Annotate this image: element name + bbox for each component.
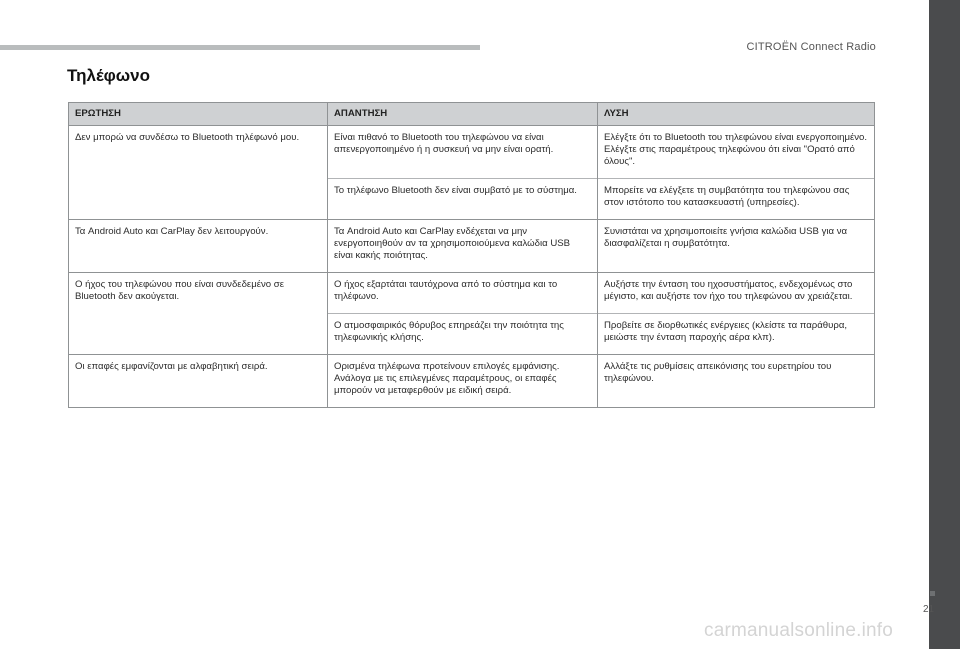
solution-cell: Συνιστάται να χρησιμοποιείτε γνήσια καλώδια USB για να διασφαλίζεται η συμβατότητα. [598, 220, 875, 273]
table-row [69, 220, 875, 273]
cause-cell: Ορισμένα τηλέφωνα προτείνουν επιλογές εμφάνισης. Ανάλογα με τις επιλεγμένες παραμέτρους, οι επαφές μπορούν να μεταφερθούν με ειδική σειρά. [328, 355, 598, 408]
solution-cell: Προβείτε σε διορθωτικές ενέργειες (κλείστε τα παράθυρα, μειώστε την ένταση παροχής αέρα κλπ). [598, 314, 875, 355]
cause-cell: Ο ήχος εξαρτάται ταυτόχρονα από το σύστημα και το τηλέφωνο. [328, 273, 598, 314]
watermark: carmanualsonline.info [704, 620, 894, 641]
cause-cell: Είναι πιθανό το Bluetooth του τηλεφώνου να είναι απενεργοποιημένο ή η συσκευή να μην είναι ορατή. [328, 126, 598, 179]
question-cell: Τα Android Auto και CarPlay δεν λειτουργούν. [69, 220, 328, 273]
faq-table [68, 102, 875, 408]
table-row [69, 126, 875, 179]
page-number: 21 [923, 604, 935, 615]
top-rule [0, 45, 480, 50]
column-header-solution: ΛΥΣΗ [598, 103, 875, 126]
column-header-answer: ΑΠΑΝΤΗΣΗ [328, 103, 598, 126]
table-row [69, 355, 875, 408]
solution-cell: Ελέγξτε ότι το Bluetooth του τηλεφώνου είναι ενεργοποιημένο. Ελέγξτε στις παραμέτρους τηλεφώνου ότι είναι "Ορατό από όλους". [598, 126, 875, 179]
solution-cell: Μπορείτε να ελέγξετε τη συμβατότητα του τηλεφώνου σας στον ιστότοπο του κατασκευαστή (υπηρεσίες). [598, 179, 875, 220]
question-cell: Δεν μπορώ να συνδέσω το Bluetooth τηλέφωνό μου. [69, 126, 328, 220]
side-band [929, 0, 960, 649]
page-title: Τηλέφωνο [67, 66, 150, 85]
question-cell: Οι επαφές εμφανίζονται με αλφαβητική σειρά. [69, 355, 328, 408]
column-header-question: ΕΡΩΤΗΣΗ [69, 103, 328, 126]
table-header-row [69, 103, 875, 126]
page-marker [930, 591, 935, 596]
running-header: CITROËN Connect Radio [746, 41, 876, 53]
solution-cell: Αλλάξτε τις ρυθμίσεις απεικόνισης του ευρετηρίου του τηλεφώνου. [598, 355, 875, 408]
cause-cell: Το τηλέφωνο Bluetooth δεν είναι συμβατό με το σύστημα. [328, 179, 598, 220]
question-cell: Ο ήχος του τηλεφώνου που είναι συνδεδεμένο σε Bluetooth δεν ακούγεται. [69, 273, 328, 355]
cause-cell: Τα Android Auto και CarPlay ενδέχεται να μην ενεργοποιηθούν αν τα χρησιμοποιούμενα καλώδια USB είναι κακής ποιότητας. [328, 220, 598, 273]
table-row [69, 273, 875, 314]
cause-cell: Ο ατμοσφαιρικός θόρυβος επηρεάζει την ποιότητα της τηλεφωνικής κλήσης. [328, 314, 598, 355]
solution-cell: Αυξήστε την ένταση του ηχοσυστήματος, ενδεχομένως στο μέγιστο, και αυξήστε τον ήχο του τηλεφώνου αν χρειάζεται. [598, 273, 875, 314]
